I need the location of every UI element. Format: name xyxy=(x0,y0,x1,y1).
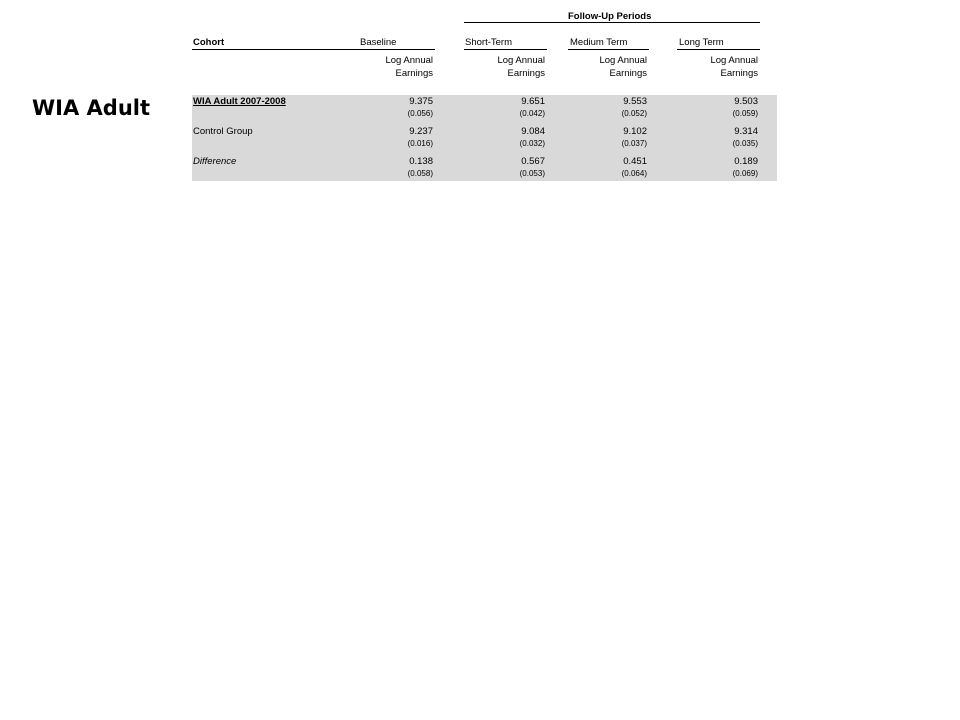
cell-std-error: (0.042) xyxy=(519,109,545,118)
column-header-long-term: Long Term xyxy=(679,37,724,48)
cell-value: 0.138 xyxy=(409,156,433,167)
cell-std-error: (0.035) xyxy=(732,139,758,148)
cell-value: 9.102 xyxy=(623,126,647,137)
cell-std-error: (0.053) xyxy=(519,169,545,178)
cell-value: 9.503 xyxy=(734,96,758,107)
header-rule-short-term xyxy=(464,49,547,50)
cell-std-error: (0.052) xyxy=(621,109,647,118)
cell-value: 0.567 xyxy=(521,156,545,167)
measure-header-medium-term: Log Annual Earnings xyxy=(599,55,647,79)
page-title: WIA Adult xyxy=(32,96,151,120)
cell-std-error: (0.058) xyxy=(407,169,433,178)
cell-std-error: (0.069) xyxy=(732,169,758,178)
measure-header-short-term: Log Annual Earnings xyxy=(497,55,545,79)
cell-value: 0.451 xyxy=(623,156,647,167)
row-label-control-group: Control Group xyxy=(193,126,253,137)
measure-header-long-term: Log Annual Earnings xyxy=(710,55,758,79)
cell-std-error: (0.064) xyxy=(621,169,647,178)
cell-std-error: (0.032) xyxy=(519,139,545,148)
row-label-wia-adult: WIA Adult 2007-2008 xyxy=(193,96,286,107)
cell-std-error: (0.037) xyxy=(621,139,647,148)
column-header-short-term: Short-Term xyxy=(465,37,512,48)
cell-value: 9.237 xyxy=(409,126,433,137)
column-header-baseline: Baseline xyxy=(360,37,397,48)
cell-std-error: (0.016) xyxy=(407,139,433,148)
earnings-table xyxy=(192,0,777,182)
header-rule-cohort-baseline xyxy=(192,49,435,50)
cell-std-error: (0.059) xyxy=(732,109,758,118)
cell-value: 9.651 xyxy=(521,96,545,107)
header-rule-medium-term xyxy=(568,49,649,50)
measure-header-baseline: Log Annual Earnings xyxy=(385,55,433,79)
cell-value: 9.314 xyxy=(734,126,758,137)
follow-up-rule xyxy=(464,22,760,23)
follow-up-periods-header: Follow-Up Periods xyxy=(568,11,652,22)
header-rule-long-term xyxy=(677,49,760,50)
cell-value: 9.553 xyxy=(623,96,647,107)
cell-value: 0.189 xyxy=(734,156,758,167)
column-header-medium-term: Medium Term xyxy=(570,37,628,48)
row-label-difference: Difference xyxy=(193,156,237,167)
cell-std-error: (0.056) xyxy=(407,109,433,118)
cell-value: 9.375 xyxy=(409,96,433,107)
cell-value: 9.084 xyxy=(521,126,545,137)
column-header-cohort: Cohort xyxy=(193,37,225,48)
